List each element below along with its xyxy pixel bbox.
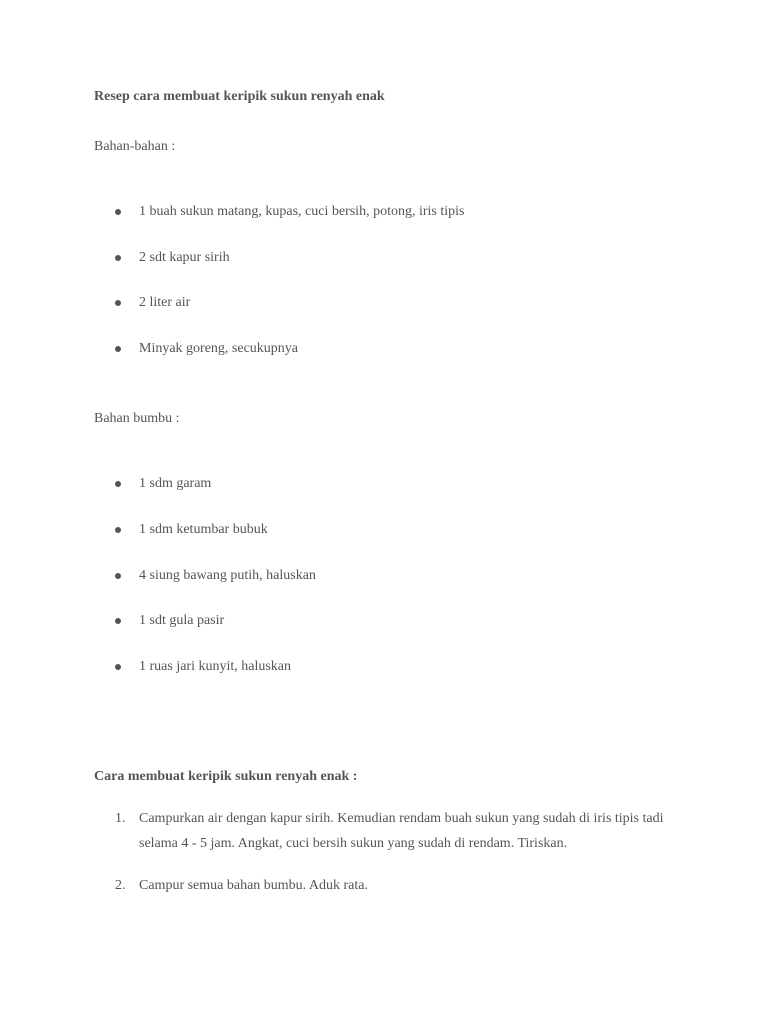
- bullet-icon: [115, 300, 121, 306]
- spice-text: 1 sdm garam: [139, 476, 212, 491]
- step-text: Campurkan air dengan kapur sirih. Kemudian rendam buah sukun yang sudah di iris tipis tadi selama 4 - 5 jam. Angkat, cuci bersih sukun yang sudah di rendam. Tiriskan.: [139, 811, 664, 851]
- ingredient-text: 2 liter air: [139, 295, 191, 310]
- bullet-icon: [115, 618, 121, 624]
- step-text: Campur semua bahan bumbu. Aduk rata.: [139, 878, 369, 893]
- ingredient-text: 2 sdt kapur sirih: [139, 250, 230, 265]
- bullet-icon: [115, 527, 121, 533]
- spice-text: 1 sdm ketumbar bubuk: [139, 522, 268, 537]
- recipe-title: Resep cara membuat keripik sukun renyah enak: [94, 89, 385, 104]
- spice-text: 1 sdt gula pasir: [139, 613, 225, 628]
- step-number: 1.: [115, 811, 126, 826]
- bullet-icon: [115, 481, 121, 487]
- bullet-icon: [115, 209, 121, 215]
- step-number: 2.: [115, 878, 126, 893]
- bullet-icon: [115, 573, 121, 579]
- spice-text: 4 siung bawang putih, haluskan: [139, 568, 316, 583]
- ingredient-text: Minyak goreng, secukupnya: [139, 341, 299, 356]
- ingredients-label: Bahan-bahan :: [94, 139, 176, 154]
- bullet-icon: [115, 664, 121, 670]
- ingredient-text: 1 buah sukun matang, kupas, cuci bersih, potong, iris tipis: [139, 204, 465, 219]
- bullet-icon: [115, 255, 121, 261]
- spices-label: Bahan bumbu :: [94, 411, 180, 426]
- bullet-icon: [115, 346, 121, 352]
- method-title: Cara membuat keripik sukun renyah enak :: [94, 769, 358, 784]
- spice-text: 1 ruas jari kunyit, haluskan: [139, 659, 292, 674]
